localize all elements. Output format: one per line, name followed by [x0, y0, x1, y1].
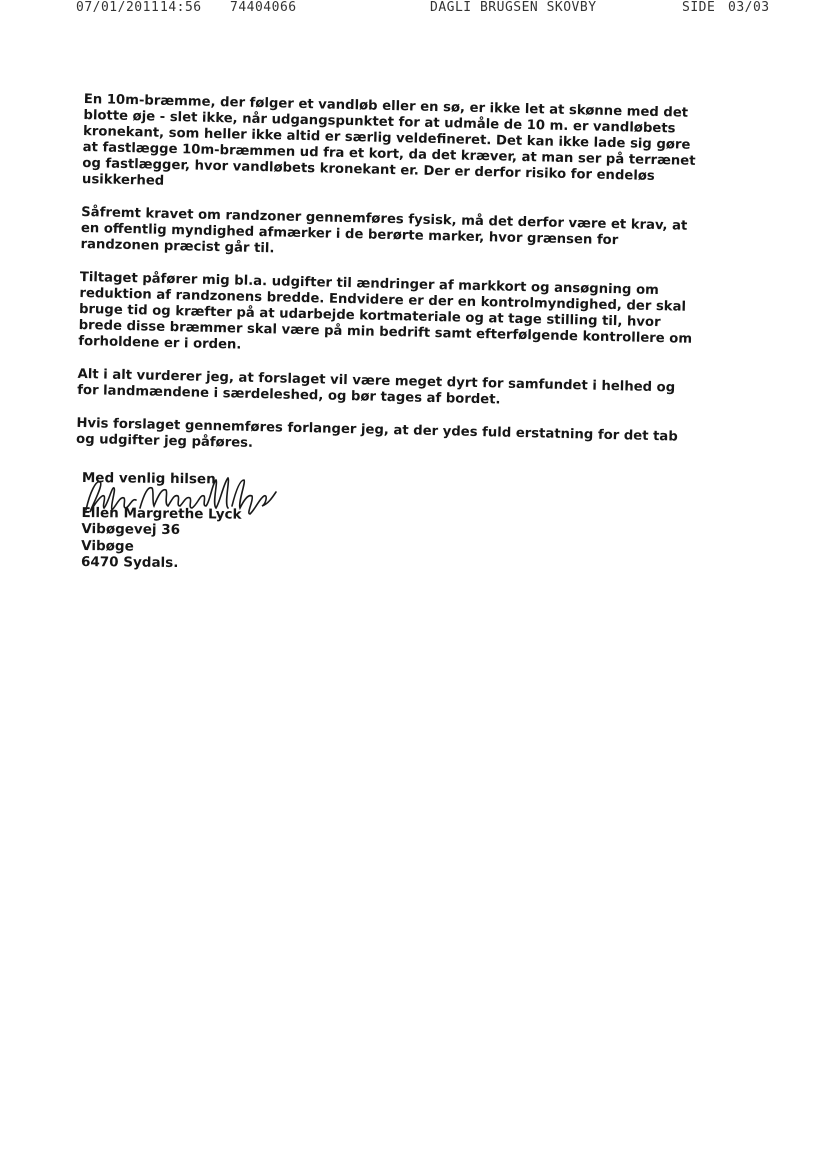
letter-body	[76, 92, 704, 479]
fax-header	[0, 0, 826, 14]
fax-phone: 74404066	[230, 0, 297, 15]
fax-time: 14:56	[160, 0, 202, 15]
sender-postcode-city: 6470 Sydals.	[80, 553, 179, 572]
greeting: Med venlig hilsen	[81, 470, 216, 488]
sender-street: Vibøgevej 36	[81, 520, 181, 539]
paragraph-riparian-strip: En 10m-bræmme, der følger et vandløb eller en sø, er ikke let at skønne med det blotte øje - slet ikke, når udgangspunktet for at udmåle de 10 m. er vandløbets kronekant, som heller ikke altid er særlig veldefineret. Det kan ikke lade sig gøre at fastlægge 10m-bræmmen ud fra et kort, da det kræver, at man ser på terrænet og fastlægger, hvor vandløbets kronekant er. Der er derfor risiko for endeløs usikkerhed	[81, 92, 696, 189]
sender-town: Vibøge	[81, 537, 134, 555]
paragraph-assessment: Alt i alt vurderer jeg, at forslaget vil være meget dyrt for samfundet i helhed og for landmændene i særdeleshed, og bør tages af bordet.	[77, 366, 676, 408]
fax-sender: DAGLI BRUGSEN SKOVBY	[430, 0, 597, 15]
paragraph-costs: Tiltaget påfører mig bl.a. udgifter til ændringer af markkort og ansøgning om reduktion af randzonens bredde. Endvidere er der en kontrolmyndighed, der skal bruge tid og kræfter på at udarbejde kortmateriale og at tage stilling til, hvor brede disse bræmmer skal være på min bedrift samt efterfølgende kontrollere om forholdene er i orden.	[78, 269, 693, 353]
fax-date: 07/01/2011	[76, 0, 160, 15]
paragraph-marking-requirement: Såfremt kravet om randzoner gennemføres fysisk, må det derfor være et krav, at en offentlig myndighed afmærker i de berørte marker, hvor grænsen for randzonen præcist går til.	[80, 204, 688, 257]
paragraph-compensation: Hvis forslaget gennemføres forlanger jeg, at der ydes fuld erstatning for det tab og udgifter jeg påføres.	[75, 415, 678, 451]
handwritten-signature	[82, 472, 282, 518]
fax-page-number: 03/03	[728, 0, 770, 15]
sender-name: Ellen Margrethe Lyck	[81, 504, 242, 523]
fax-page-label: SIDE	[682, 0, 716, 15]
